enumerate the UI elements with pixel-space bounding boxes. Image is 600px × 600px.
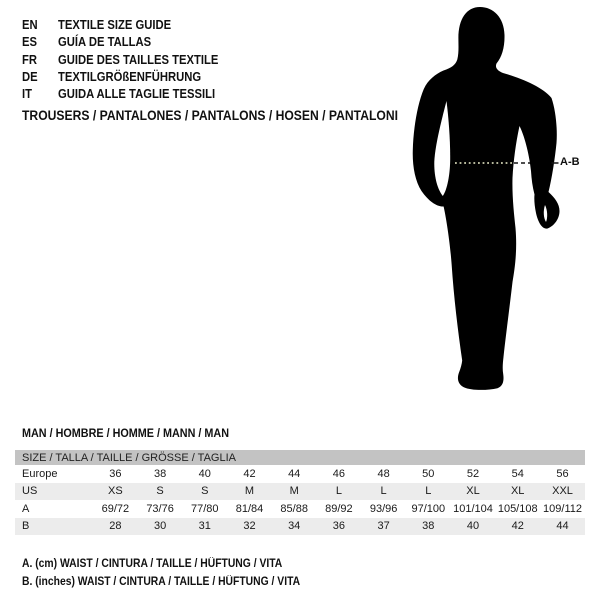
size-cell: 93/96 (369, 502, 398, 515)
size-cell: M (227, 483, 272, 501)
language-list (22, 17, 240, 103)
size-cell: 81/84 (235, 502, 264, 515)
language-label: GUÍA DE TALLAS (58, 35, 152, 50)
table-row-us (15, 483, 585, 501)
size-table-header-row (15, 450, 585, 465)
size-cell: 50 (422, 467, 435, 480)
size-cell: 30 (138, 518, 183, 536)
size-cell: 40 (198, 467, 211, 480)
size-cell: 54 (511, 467, 524, 480)
measurement-notes (22, 555, 331, 591)
size-cell: 36 (317, 518, 362, 536)
table-row-a-cm (15, 500, 585, 518)
size-cell: 73/76 (146, 502, 174, 515)
size-cell: 48 (377, 467, 390, 480)
size-cell: 69/72 (101, 502, 130, 515)
table-row-europe (15, 465, 585, 483)
size-cell: 85/88 (280, 502, 308, 515)
size-cell: M (272, 483, 317, 501)
size-cell: 32 (227, 518, 272, 536)
measure-label: A-B (560, 156, 580, 168)
note-a: A. (cm) WAIST / CINTURA / TAILLE / HÜFTUNG / VITA (22, 558, 283, 570)
size-table (15, 450, 585, 535)
size-cell: 105/108 (497, 502, 538, 515)
size-cell: 46 (332, 467, 346, 480)
size-cell: L (361, 483, 406, 501)
row-label: B (15, 518, 93, 536)
language-code: DE (22, 69, 38, 84)
size-cell: 97/100 (411, 502, 446, 515)
man-silhouette (413, 7, 560, 390)
language-code: FR (22, 52, 38, 67)
row-label: US (15, 483, 93, 501)
size-cell: 37 (361, 518, 406, 536)
language-code: ES (22, 35, 38, 50)
size-cell: 38 (406, 518, 451, 536)
size-cell: L (406, 483, 451, 501)
garment-title: TROUSERS / PANTALONES / PANTALONS / HOSEN / PANTALONI (22, 108, 398, 123)
language-code: IT (22, 87, 32, 102)
size-cell: 56 (556, 467, 569, 480)
language-row-es (22, 34, 240, 51)
size-cell: 31 (182, 518, 227, 536)
size-cell: 101/104 (453, 502, 493, 515)
size-cell: S (182, 483, 227, 501)
size-cell: 44 (540, 518, 585, 536)
language-code: EN (22, 18, 38, 32)
size-cell: 44 (288, 467, 301, 480)
size-cell: XS (93, 483, 138, 501)
language-label: TEXTILGRÖßENFÜHRUNG (58, 69, 202, 84)
size-cell: 42 (495, 518, 540, 536)
note-b: B. (inches) WAIST / CINTURA / TAILLE / HÜFTUNG / VITA (22, 576, 301, 588)
size-cell: 52 (466, 467, 480, 480)
language-row-fr (22, 52, 240, 69)
size-cell: 42 (243, 467, 256, 480)
size-cell: 28 (93, 518, 138, 536)
language-label: GUIDA ALLE TAGLIE TESSILI (58, 87, 216, 102)
size-cell: S (138, 483, 183, 501)
language-label: TEXTILE SIZE GUIDE (58, 18, 172, 32)
size-cell: L (317, 483, 362, 501)
language-label: GUIDE DES TAILLES TEXTILE (58, 52, 219, 67)
size-cell: 77/80 (191, 502, 219, 515)
size-cell: 89/92 (325, 502, 353, 515)
table-row-b-inches (15, 518, 585, 536)
size-cell: 109/112 (543, 502, 582, 515)
language-row-en (22, 17, 240, 34)
size-cell: 40 (451, 518, 496, 536)
size-cell: 38 (153, 467, 167, 480)
man-silhouette-figure (400, 0, 600, 400)
size-cell: XL (495, 483, 540, 501)
size-cell: XXL (540, 483, 585, 501)
gender-title: MAN / HOMBRE / HOMME / MANN / MAN (22, 426, 229, 440)
language-row-de (22, 69, 240, 86)
language-row-it (22, 86, 240, 103)
row-label: Europe (22, 467, 58, 480)
size-cell: 36 (109, 467, 122, 480)
size-cell: XL (451, 483, 496, 501)
size-cell: 34 (272, 518, 317, 536)
row-label: A (22, 502, 30, 515)
size-table-header: SIZE / TALLA / TAILLE / GRÖSSE / TAGLIA (15, 450, 585, 465)
